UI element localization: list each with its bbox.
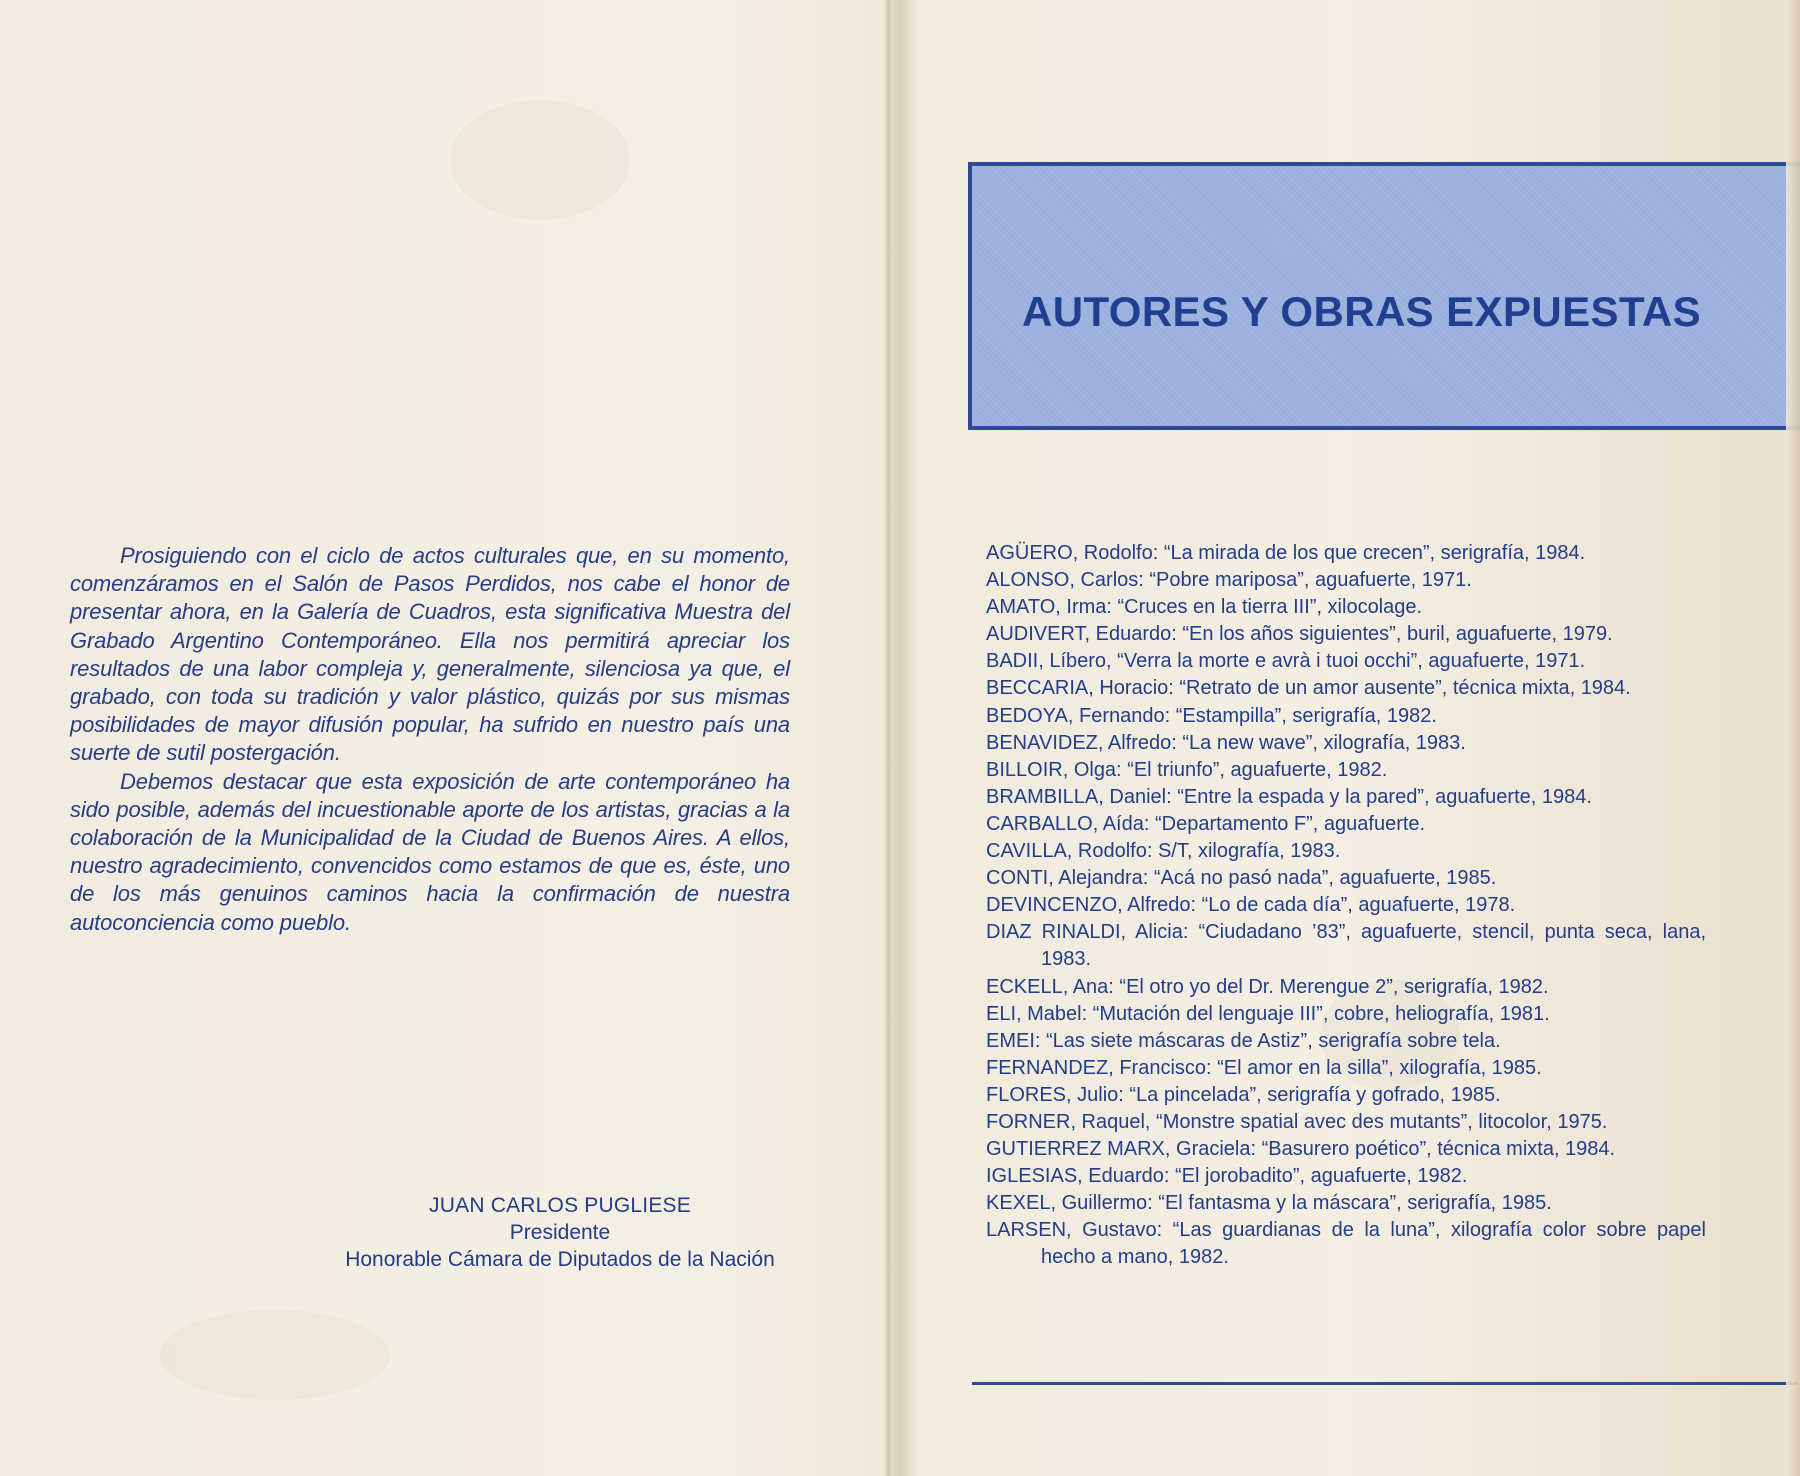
artwork-entry: DEVINCENZO, Alfredo: “Lo de cada día”, aguafuerte, 1978. bbox=[986, 894, 1516, 917]
artwork-entry: CAVILLA, Rodolfo: S/T, xilografía, 1983. bbox=[986, 840, 1341, 863]
artwork-entry: FLORES, Julio: “La pincelada”, serigrafía y gofrado, 1985. bbox=[986, 1083, 1501, 1106]
bottom-divider bbox=[972, 1382, 1798, 1385]
artwork-entry: BRAMBILLA, Daniel: “Entre la espada y la pared”, aguafuerte, 1984. bbox=[986, 785, 1592, 808]
artwork-entry: BEDOYA, Fernando: “Estampilla”, serigrafía, 1982. bbox=[986, 704, 1437, 727]
artwork-entry: EMEI: “Las siete máscaras de Astiz”, serigrafía sobre tela. bbox=[986, 1029, 1501, 1052]
left-page bbox=[0, 0, 890, 1476]
artwork-entry: BILLOIR, Olga: “El triunfo”, aguafuerte, 1982. bbox=[986, 758, 1388, 781]
artwork-entry: DIAZ RINALDI, Alicia: “Ciudadano ’83”, aguafuerte, stencil, punta seca, lana, 1983. bbox=[986, 921, 1706, 971]
artwork-entry: CONTI, Alejandra: “Acá no pasó nada”, aguafuerte, 1985. bbox=[986, 867, 1497, 890]
artwork-entry: CARBALLO, Aída: “Departamento F”, aguafuerte. bbox=[986, 812, 1426, 835]
intro-text bbox=[70, 542, 790, 937]
artwork-entry: AMATO, Irma: “Cruces en la tierra III”, xilocolage. bbox=[986, 596, 1423, 619]
signatory-name: JUAN CARLOS PUGLIESE bbox=[429, 1194, 691, 1217]
intro-paragraph: Prosiguiendo con el ciclo de actos culturales que, en su momento, comenzáramos en el Salón de Pasos Perdidos, nos cabe el honor de presentar ahora, en la Galería de Cuadros, esta significativa Muestra del Grabado Argentino Contemporáneo. Ella nos permitirá apreciar los resultados de una labor compleja y, generalmente, silenciosa ya que, el grabado, con toda su tradición y valor plástico, quizás por sus mismas posibilidades de mayor difusión popular, ha sufrido en nuestro país una suerte de sutil postergación. bbox=[70, 543, 790, 766]
artwork-entry: FORNER, Raquel, “Monstre spatial avec des mutants”, litocolor, 1975. bbox=[986, 1110, 1608, 1133]
artwork-entry: BENAVIDEZ, Alfredo: “La new wave”, xilografía, 1983. bbox=[986, 731, 1466, 754]
artwork-entry: AUDIVERT, Eduardo: “En los años siguientes”, buril, aguafuerte, 1979. bbox=[986, 623, 1613, 646]
artwork-entry: ALONSO, Carlos: “Pobre mariposa”, aguafuerte, 1971. bbox=[986, 569, 1472, 592]
section-title-box bbox=[968, 162, 1800, 430]
artwork-entry: IGLESIAS, Eduardo: “El jorobadito”, aguafuerte, 1982. bbox=[986, 1165, 1468, 1188]
artwork-entry: FERNANDEZ, Francisco: “El amor en la silla”, xilografía, 1985. bbox=[986, 1056, 1542, 1079]
artwork-entry: KEXEL, Guillermo: “El fantasma y la máscara”, serigrafía, 1985. bbox=[986, 1192, 1552, 1215]
artwork-entry: ECKELL, Ana: “El otro yo del Dr. Merengue 2”, serigrafía, 1982. bbox=[986, 975, 1549, 998]
artwork-entry: BADII, Líbero, “Verra la morte e avrà i tuoi occhi”, aguafuerte, 1971. bbox=[986, 650, 1586, 673]
artwork-entry: BECCARIA, Horacio: “Retrato de un amor ausente”, técnica mixta, 1984. bbox=[986, 677, 1631, 700]
signatory-institution: Honorable Cámara de Diputados de la Nación bbox=[345, 1248, 775, 1271]
artwork-entry: LARSEN, Gustavo: “Las guardianas de la luna”, xilografía color sobre papel hecho a mano, 1982. bbox=[986, 1219, 1706, 1269]
page-edge bbox=[1786, 0, 1800, 1476]
artwork-entry: AGÜERO, Rodolfo: “La mirada de los que crecen”, serigrafía, 1984. bbox=[986, 542, 1586, 564]
artwork-entry: GUTIERREZ MARX, Graciela: “Basurero poético”, técnica mixta, 1984. bbox=[986, 1138, 1616, 1161]
artwork-entry: ELI, Mabel: “Mutación del lenguaje III”, cobre, heliografía, 1981. bbox=[986, 1002, 1550, 1025]
signatory-role: Presidente bbox=[509, 1221, 611, 1244]
artworks-list bbox=[986, 540, 1706, 1272]
intro-paragraph: Debemos destacar que esta exposición de arte contemporáneo ha sido posible, además del incuestionable aporte de los artistas, gracias a la colaboración de la Municipalidad de la Ciudad de Buenos Aires. A ellos, nuestro agradecimiento, convencidos como estamos de que es, éste, uno de los más genuinos caminos hacia la confirmación de nuestra autoconciencia como pueblo. bbox=[70, 768, 790, 935]
section-title: AUTORES Y OBRAS EXPUESTAS bbox=[1022, 288, 1702, 335]
signature-block bbox=[305, 1192, 815, 1273]
